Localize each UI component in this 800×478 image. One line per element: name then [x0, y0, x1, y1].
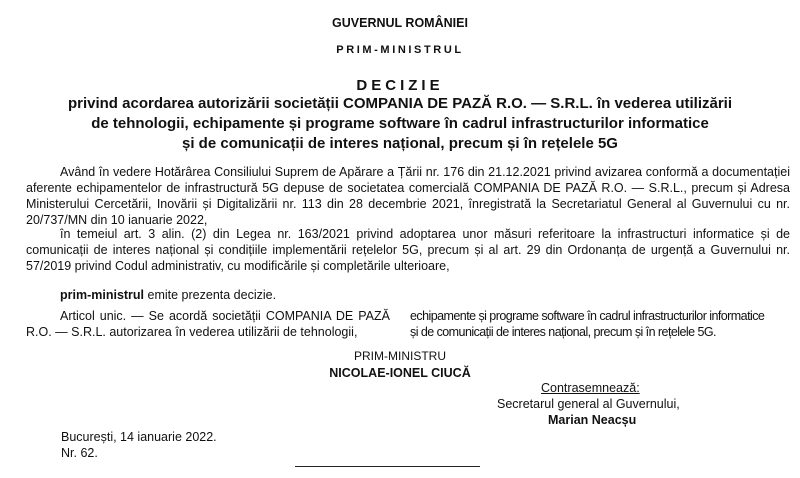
prime-minister-header: PRIM-MINISTRUL — [336, 44, 464, 56]
countersign-label: Contrasemnează: — [541, 381, 640, 395]
government-header: GUVERNUL ROMÂNIEI — [332, 16, 468, 30]
article-right-line-2: și de comunicații de interes național, precum și în rețelele 5G. — [410, 325, 716, 339]
countersign-role: Secretarul general al Guvernului, — [497, 397, 680, 411]
place-date: București, 14 ianuarie 2022. — [61, 430, 217, 444]
article-left-column: Articol unic. — Se acordă societății COMPANIA DE PAZĂ R.O. — S.R.L. autorizarea în vederea utilizării de tehnologii, — [26, 309, 390, 339]
legal-basis-paragraph: în temeiul art. 3 alin. (2) din Legea nr. 163/2021 privind adoptarea unor măsuri referitoare la infrastructuri informatice și de comunicații de interes național și condițiile implementării rețelelor 5G, precum și al art. 29 din Ordonanța de urgență a Guvernului nr. 57/2019 privind Codul administrativ, cu modificările și completările ulterioare, — [26, 227, 790, 273]
decision-number: Nr. 62. — [61, 446, 98, 460]
issuer-paragraph — [26, 287, 790, 303]
signature-name: NICOLAE-IONEL CIUCĂ — [329, 366, 471, 380]
bottom-divider — [295, 466, 480, 467]
countersign-name: Marian Neacșu — [548, 413, 637, 427]
issuer-bold: prim-ministrul — [60, 288, 145, 302]
document-heading: DECIZIE — [356, 77, 444, 94]
title-line-1: privind acordarea autorizării societății COMPANIA DE PAZĂ R.O. — S.R.L. în vederea utilizării — [67, 95, 733, 112]
preamble-paragraph: Având în vedere Hotărârea Consiliului Suprem de Apărare a Țării nr. 176 din 21.12.2021 privind avizarea conformă a documentației aferente echipamentelor de infrastructură 5G depuse de societatea comercială COMPANIA DE PAZĂ R.O. — S.R.L., precum și Adresa Ministerului Cercetării, Inovării și Digitalizării nr. 113 din 28 decembrie 2021, înregistrată la Secretariatul General al Guvernului cu nr. 20/737/MN din 10 ianuarie 2022, — [26, 165, 790, 227]
article-right-column — [410, 308, 790, 340]
article-right-line-1: echipamente și programe software în cadrul infrastructurilor informatice — [410, 309, 765, 323]
title-line-2: de tehnologii, echipamente și programe software în cadrul infrastructurilor informatice — [91, 115, 709, 132]
issuer-rest: emite prezenta decizie. — [144, 288, 277, 302]
title-line-3: și de comunicații de interes național, precum și în rețelele 5G — [182, 135, 618, 152]
signature-title: PRIM-MINISTRU — [354, 349, 446, 363]
